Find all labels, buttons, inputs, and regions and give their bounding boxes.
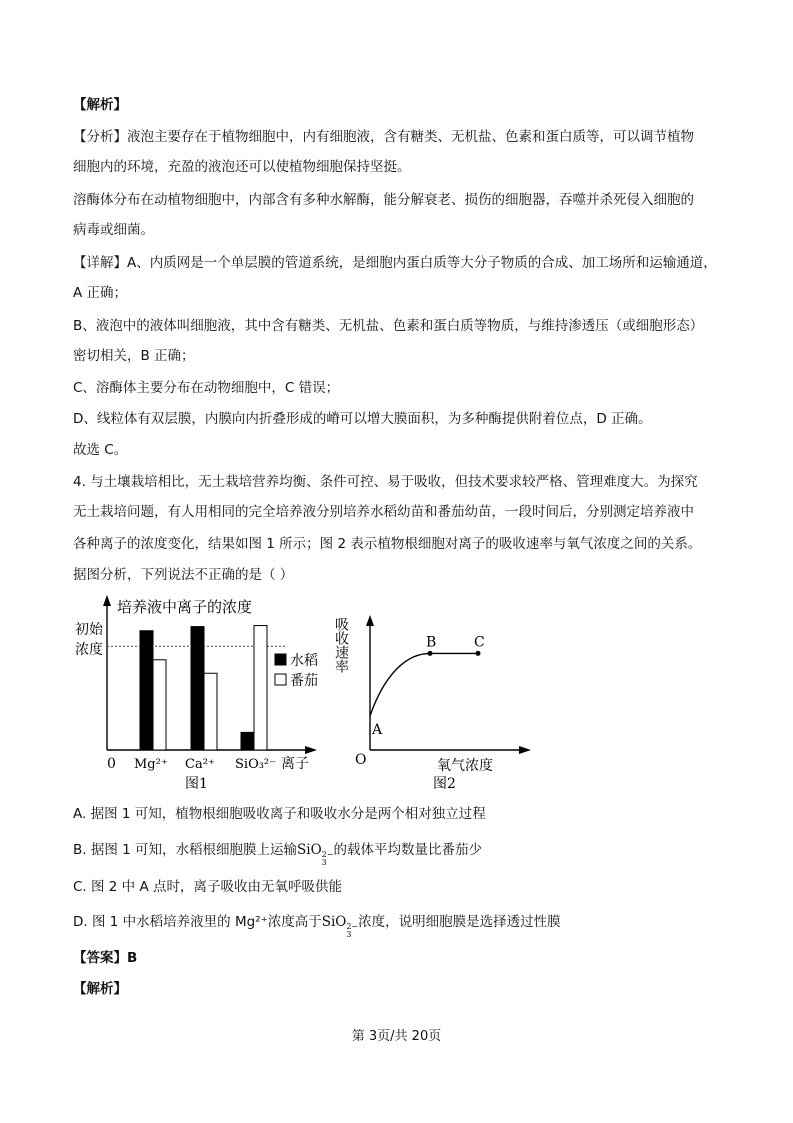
- fig1-y-arrow: [103, 595, 111, 606]
- fig2-y-arrow: [366, 615, 374, 626]
- fig2-x-axis-label: 氧气浓度: [437, 758, 493, 774]
- legend-label-tomato: 番茄: [290, 673, 318, 689]
- bar-rice-1: [191, 627, 204, 750]
- detail-paragraph-line: 密切相关，B 正确；: [73, 348, 195, 364]
- analysis-heading: 【解析】: [73, 97, 127, 113]
- sio3-formula: SiO 2− 3: [297, 842, 334, 867]
- detail-paragraph-line: 【详解】A、内质网是一个单层膜的管道系统，是细胞内蛋白质等大分子物质的合成、加工场所和运输通道，: [73, 255, 717, 271]
- legend-label-rice: 水稻: [290, 653, 318, 669]
- detail-paragraph-line: C、溶酶体主要分布在动物细胞中，C 错误；: [73, 380, 340, 396]
- fig1-ticks: [134, 757, 276, 772]
- figure-1-bar-chart: [75, 595, 318, 792]
- legend-swatch-tomato: [275, 674, 286, 685]
- detail-paragraph-line: 故选 C。: [73, 442, 128, 458]
- option-d: [73, 913, 561, 939]
- fig1-tick-label: Mg²⁺: [134, 757, 168, 772]
- detail-paragraph-line: D、线粒体有双层膜，内膜向内折叠形成的嵴可以增大膜面积，为多种酶提供附着位点，D 正确。: [73, 411, 652, 427]
- fig2-caption: 图2: [433, 776, 456, 792]
- fig2-point-label-C: C: [474, 634, 485, 651]
- fig2-point-B: [428, 651, 433, 656]
- figures: [75, 592, 545, 792]
- question-stem-line: 4. 与土壤栽培相比，无土栽培营养均衡、条件可控、易于吸收，但技术要求较严格、管理难度大。为探究: [73, 474, 698, 490]
- fig1-initial-label-2: 浓度: [75, 642, 103, 658]
- fig1-x-arrow: [305, 746, 317, 754]
- analysis-heading-2: 【解析】: [73, 981, 127, 997]
- fig1-caption: 图1: [185, 776, 208, 792]
- option-b: [73, 841, 482, 867]
- legend-swatch-rice: [275, 654, 286, 665]
- question-stem-line: 据图分析，下列说法不正确的是（ ）: [73, 567, 294, 583]
- option-d-text-post: 浓度，说明细胞膜是选择透过性膜: [358, 914, 561, 930]
- fig1-tick-label: SiO₃²⁻: [235, 757, 277, 772]
- bar-tomato-2: [254, 626, 267, 750]
- fig2-point-C: [476, 651, 481, 656]
- page-footer: 第 3页/共 20页: [351, 1029, 442, 1044]
- analysis-paragraph-line: 病毒或细菌。: [73, 222, 154, 238]
- analysis-paragraph-line: 细胞内的环境，充盈的液泡还可以使植物细胞保持坚挺。: [73, 159, 411, 175]
- fig2-curve: [370, 653, 478, 715]
- detail-paragraph-line: A 正确；: [73, 285, 128, 301]
- bar-tomato-0: [153, 660, 166, 750]
- sio3-formula: SiO 2− 3: [321, 914, 359, 939]
- bar-rice-2: [241, 732, 254, 750]
- fig1-bars: [140, 626, 267, 750]
- option-b-text-pre: B. 据图 1 可知，水稻根细胞膜上运输: [73, 842, 298, 858]
- question-stem-line: 无土栽培问题，有人用相同的完全培养液分别培养水稻幼苗和番茄幼苗，一段时间后，分别测定培养液中: [73, 504, 694, 520]
- detail-paragraph-line: B、液泡中的液体叫细胞液，其中含有糖类、无机盐、色素和蛋白质等物质，与维持渗透压（或细胞形态）: [73, 318, 704, 334]
- fig1-origin: 0: [107, 756, 116, 772]
- bar-tomato-1: [204, 673, 217, 750]
- figure-2-line-chart: [333, 615, 531, 792]
- option-a: A. 据图 1 可知，植物根细胞吸收离子和吸收水分是两个相对独立过程: [73, 806, 486, 822]
- fig2-point-label-B: B: [426, 634, 437, 651]
- analysis-paragraph-line: 【分析】液泡主要存在于植物细胞中，内有细胞液，含有糖类、无机盐、色素和蛋白质等，可以调节植物: [73, 129, 694, 145]
- fig1-x-axis-label: 离子: [281, 756, 309, 772]
- option-c: C. 图 2 中 A 点时，离子吸收由无氧呼吸供能: [73, 879, 342, 895]
- fig1-title: 培养液中离子的浓度: [117, 598, 253, 616]
- fig1-initial-label-1: 初始: [75, 622, 103, 638]
- fig2-y-axis-label: 吸收速率: [333, 617, 349, 673]
- question-stem-line: 各种离子的浓度变化，结果如图 1 所示；图 2 表示植物根细胞对离子的吸收速率与氧气浓度之间的关系。: [73, 536, 702, 552]
- bar-rice-0: [140, 631, 153, 750]
- option-d-text-pre: D. 图 1 中水稻培养液里的 Mg²⁺浓度高于: [73, 914, 322, 930]
- fig2-origin: O: [355, 752, 367, 768]
- option-b-text-post: 的载体平均数量比番茄少: [333, 842, 482, 858]
- answer-line: 【答案】B: [73, 950, 138, 966]
- fig2-x-arrow: [519, 746, 531, 754]
- fig2-point-label-A: A: [372, 721, 383, 738]
- analysis-paragraph-line: 溶酶体分布在动植物细胞中，内部含有多种水解酶，能分解衰老、损伤的细胞器，吞噬并杀死侵入细胞的: [73, 192, 694, 208]
- fig1-tick-label: Ca²⁺: [185, 757, 215, 772]
- fig2-points: [371, 634, 485, 737]
